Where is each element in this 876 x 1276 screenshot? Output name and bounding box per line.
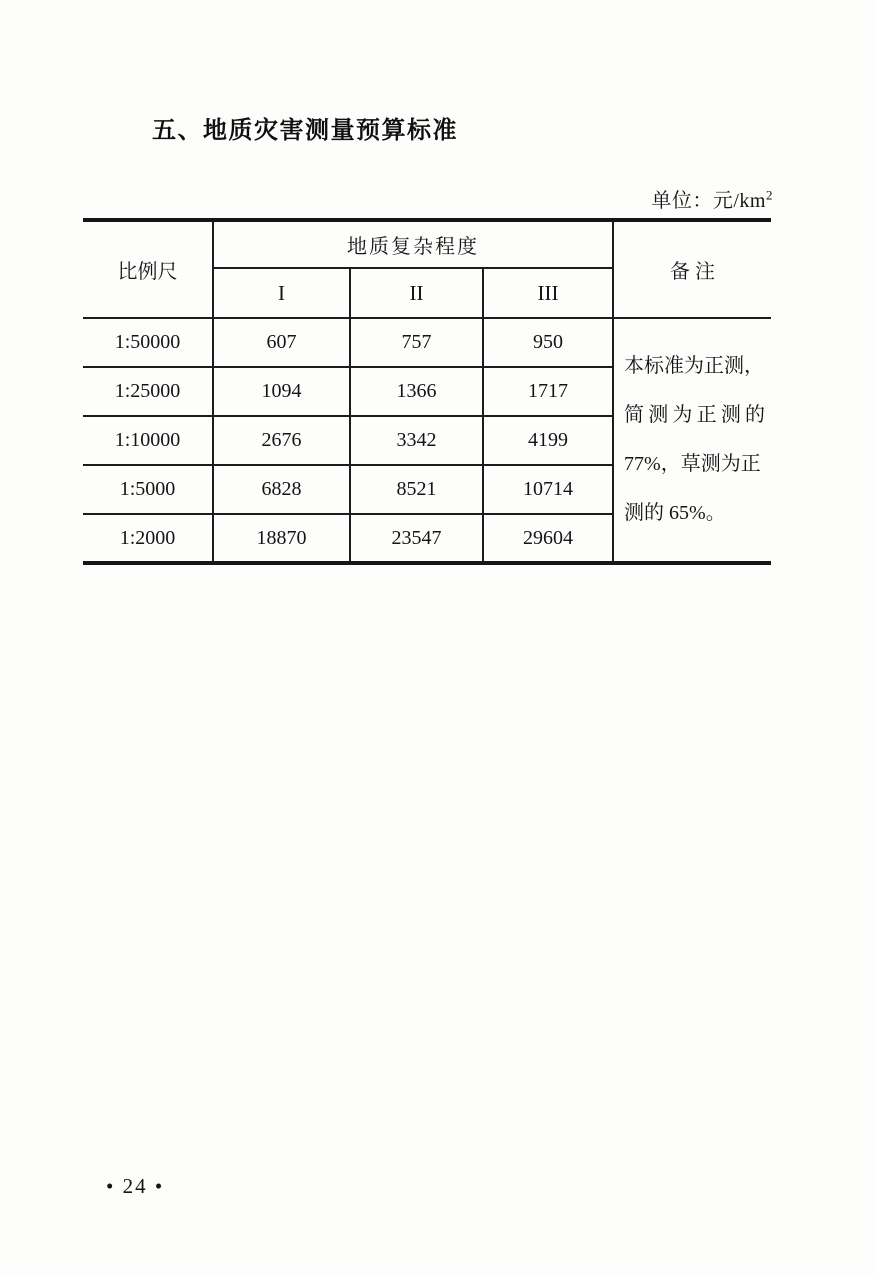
value-cell: 18870: [213, 514, 350, 563]
header-level-3: III: [483, 268, 613, 318]
header-level-1: I: [213, 268, 350, 318]
value-cell: 607: [213, 318, 350, 367]
table-row: [83, 318, 771, 367]
unit-superscript: 2: [766, 187, 773, 203]
scale-cell: 1:5000: [83, 465, 213, 514]
scale-cell: 1:50000: [83, 318, 213, 367]
value-cell: 8521: [350, 465, 483, 514]
value-cell: 23547: [350, 514, 483, 563]
scale-cell: 1:2000: [83, 514, 213, 563]
value-cell: 2676: [213, 416, 350, 465]
value-cell: 1094: [213, 367, 350, 416]
value-cell: 1366: [350, 367, 483, 416]
value-cell: 950: [483, 318, 613, 367]
scale-cell: 1:25000: [83, 367, 213, 416]
section-title: 五、地质灾害测量预算标准: [152, 118, 458, 144]
remark-cell: [613, 318, 771, 563]
value-cell: 757: [350, 318, 483, 367]
value-cell: 4199: [483, 416, 613, 465]
value-cell: 3342: [350, 416, 483, 465]
page-number: • 24 •: [106, 1174, 165, 1198]
value-cell: 6828: [213, 465, 350, 514]
scale-cell: 1:10000: [83, 416, 213, 465]
value-cell: 10714: [483, 465, 613, 514]
header-remark: 备 注: [613, 220, 771, 318]
header-complexity-group: 地质复杂程度: [213, 220, 613, 268]
header-level-2: II: [350, 268, 483, 318]
remark-line: 77%，草测为正: [624, 453, 761, 475]
remark-line: 本标准为正测，: [624, 355, 765, 377]
header-scale: 比例尺: [83, 220, 213, 318]
value-cell: 29604: [483, 514, 613, 563]
remark-line: 测的 65%。: [624, 502, 726, 524]
value-cell: 1717: [483, 367, 613, 416]
unit-text: 单位：元/km: [651, 190, 766, 212]
remark-line: 简测为正测的: [624, 404, 766, 426]
unit-label: [83, 184, 773, 213]
budget-table: [83, 218, 771, 565]
